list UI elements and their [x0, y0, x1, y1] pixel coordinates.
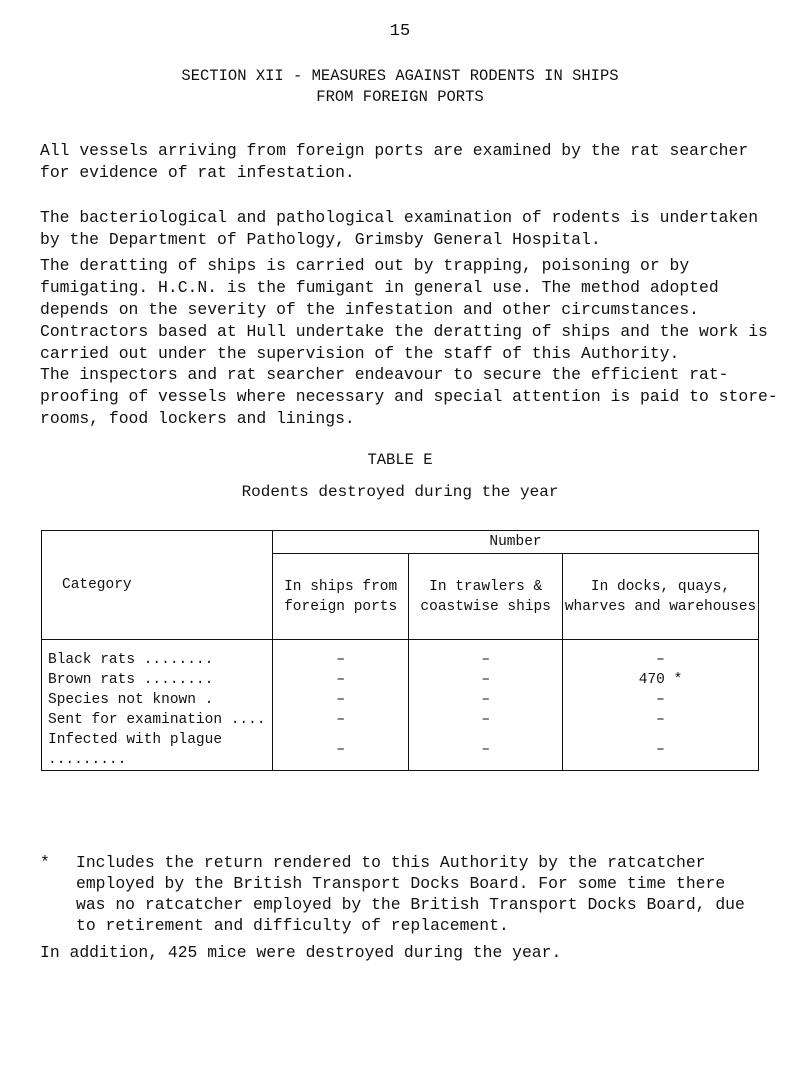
- cell-value: –: [563, 710, 759, 730]
- heading-line-2: FROM FOREIGN PORTS: [316, 88, 484, 106]
- cell-value: –: [409, 730, 563, 771]
- header-trawlers: In trawlers & coastwise ships: [409, 554, 563, 640]
- cell-value: –: [409, 640, 563, 671]
- header-category: Category: [42, 531, 273, 640]
- cell-value: –: [409, 710, 563, 730]
- heading-line-1: SECTION XII - MEASURES AGAINST RODENTS IN SHIPS: [181, 67, 619, 85]
- paragraph-deratting: The deratting of ships is carried out by trapping, poisoning or by fumigating. H.C.N. is the fumigant in general use. The method adopted depends on the severity of the infestation and other circumstances. Contractors based at Hull undertake the deratting of ships and the work is carried out under the supervision of the staff of this Authority.: [40, 256, 778, 363]
- rodents-table: [41, 530, 759, 771]
- paragraph-rat-proofing: The inspectors and rat searcher endeavour to secure the efficient rat-proofing of vessels where necessary and special attention is paid to store-rooms, food lockers and linings.: [40, 365, 778, 428]
- row-category: Sent for examination ....: [42, 710, 273, 730]
- cell-value: –: [273, 690, 409, 710]
- row-category: Species not known .: [42, 690, 273, 710]
- cell-value: 470 *: [563, 670, 759, 690]
- row-category: Brown rats ........: [42, 670, 273, 690]
- cell-value: –: [563, 730, 759, 771]
- cell-value: –: [563, 690, 759, 710]
- table-row: [42, 710, 759, 730]
- header-docks: In docks, quays, wharves and warehouses: [563, 554, 759, 640]
- paragraph-examination: All vessels arriving from foreign ports are examined by the rat searcher for evidence of rat infestation.: [40, 141, 759, 182]
- addition-note: In addition, 425 mice were destroyed during the year.: [40, 943, 562, 962]
- header-ships-foreign: In ships from foreign ports: [273, 554, 409, 640]
- table-title: TABLE E: [367, 451, 433, 469]
- header-number: Number: [273, 531, 759, 554]
- table-row: [42, 730, 759, 771]
- footnote-text: Includes the return rendered to this Authority by the ratcatcher employed by the British Transport Docks Board. For some time there was no ratcatcher employed by the British Transport Docks Board, due to retirement and difficulty of replacement.: [76, 853, 745, 935]
- row-category: Black rats ........: [42, 640, 273, 671]
- row-category: Infected with plague .........: [42, 730, 273, 771]
- cell-value: –: [273, 730, 409, 771]
- table-row: [42, 640, 759, 671]
- cell-value: –: [273, 640, 409, 671]
- cell-value: –: [563, 640, 759, 671]
- table-row: [42, 690, 759, 710]
- table-row: [42, 670, 759, 690]
- cell-value: –: [273, 710, 409, 730]
- cell-value: –: [409, 670, 563, 690]
- footnote-marker: *: [40, 853, 50, 872]
- footnote: [40, 852, 760, 936]
- cell-value: –: [409, 690, 563, 710]
- page-number: 15: [389, 22, 411, 41]
- paragraph-pathology: The bacteriological and pathological examination of rodents is undertaken by the Department of Pathology, Grimsby General Hospital.: [40, 208, 768, 249]
- cell-value: –: [273, 670, 409, 690]
- table-caption: Rodents destroyed during the year: [241, 483, 559, 501]
- section-heading: [0, 66, 800, 108]
